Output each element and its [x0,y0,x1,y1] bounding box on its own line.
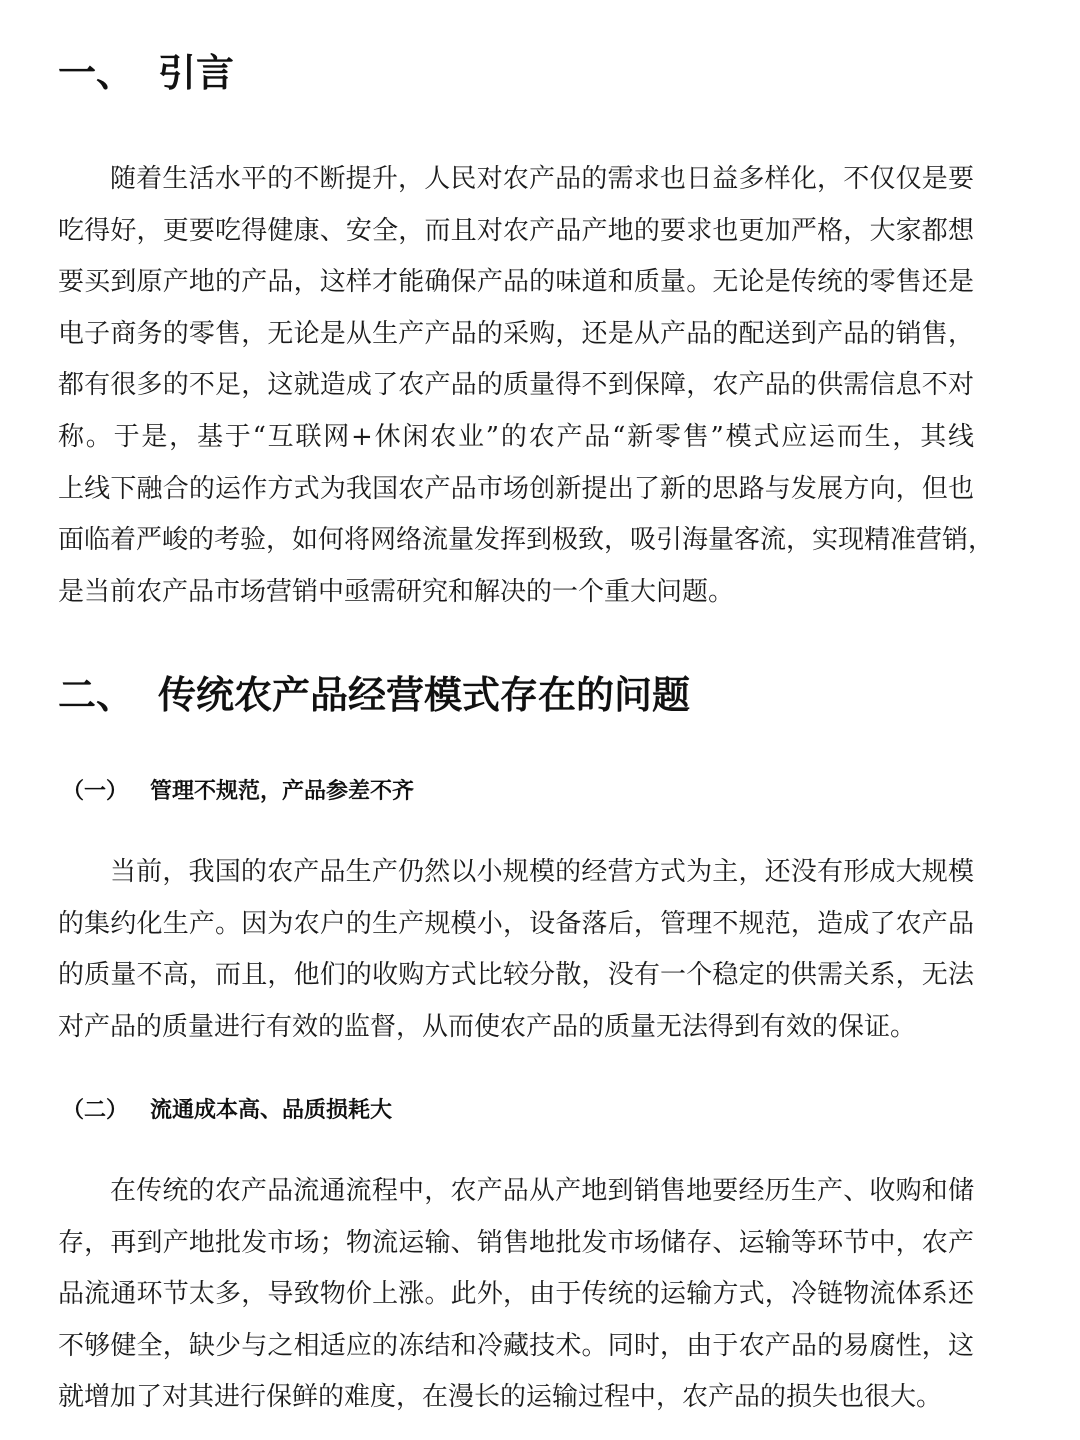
subsection-paragraph-1 [58,847,974,1053]
subsection-number-1: （一） [62,779,129,804]
paragraph-line: 在传统的农产品流通流程中，农产品从产地到销售地要经历生产、收购和储 [110,1176,974,1206]
section-number-1: 一、 [58,51,135,95]
paragraph-line: 称。于是，基于“互联网+休闲农业”的农产品“新零售”模式应运而生，其线 [58,421,974,452]
subsection-title-1: 管理不规范，产品参差不齐 [150,779,415,804]
subsection-heading-1 [62,775,414,809]
paragraph-line: 的质量不高，而且，他们的收购方式比较分散，没有一个稳定的供需关系，无法 [58,960,974,991]
paragraph-line: 的集约化生产。因为农户的生产规模小，设备落后，管理不规范，造成了农产品 [58,908,974,939]
paragraph-line: 是当前农产品市场营销中亟需研究和解决的一个重大问题。 [58,576,735,607]
paragraph-line: 不够健全，缺少与之相适应的冻结和冷藏技术。同时，由于农产品的易腐性，这 [58,1330,974,1361]
paragraph-line: 都有很多的不足，这就造成了农产品的质量得不到保障，农产品的供需信息不对 [58,370,974,401]
paragraph-line: 对产品的质量进行有效的监督，从而使农产品的质量无法得到有效的保证。 [58,1011,917,1042]
section-heading-2 [58,670,690,720]
paragraph-line: 品流通环节太多，导致物价上涨。此外，由于传统的运输方式，冷链物流体系还 [58,1279,974,1310]
subsection-heading-2 [62,1094,392,1128]
section-title-2: 传统农产品经营模式存在的问题 [158,673,691,717]
subsection-title-2: 流通成本高、品质损耗大 [150,1098,393,1123]
intro-paragraph [58,154,995,618]
paragraph-line: 要买到原产地的产品，这样才能确保产品的味道和质量。无论是传统的零售还是 [58,267,974,298]
paragraph-line: 电子商务的零售，无论是从生产产品的采购，还是从产品的配送到产品的销售， [58,318,974,349]
subsection-paragraph-2 [58,1166,974,1424]
section-heading-1 [58,48,234,98]
paragraph-line: 随着生活水平的不断提升，人民对农产品的需求也日益多样化，不仅仅是要 [110,164,974,194]
section-title-1: 引言 [158,51,235,95]
paragraph-line: 存，再到产地批发市场；物流运输、销售地批发市场储存、运输等环节中，农产 [58,1227,974,1258]
paragraph-line: 当前，我国的农产品生产仍然以小规模的经营方式为主，还没有形成大规模 [110,857,974,887]
subsection-number-2: （二） [62,1098,129,1123]
paragraph-line: 面临着严峻的考验，如何将网络流量发挥到极致，吸引海量客流，实现精准营销， [58,525,995,556]
section-number-2: 二、 [58,673,135,717]
paragraph-line: 吃得好，更要吃得健康、安全，而且对农产品产地的要求也更加严格，大家都想 [58,215,974,246]
paragraph-line: 就增加了对其进行保鲜的难度，在漫长的运输过程中，农产品的损失也很大。 [58,1382,943,1413]
paragraph-line: 上线下融合的运作方式为我国农产品市场创新提出了新的思路与发展方向，但也 [58,473,974,504]
